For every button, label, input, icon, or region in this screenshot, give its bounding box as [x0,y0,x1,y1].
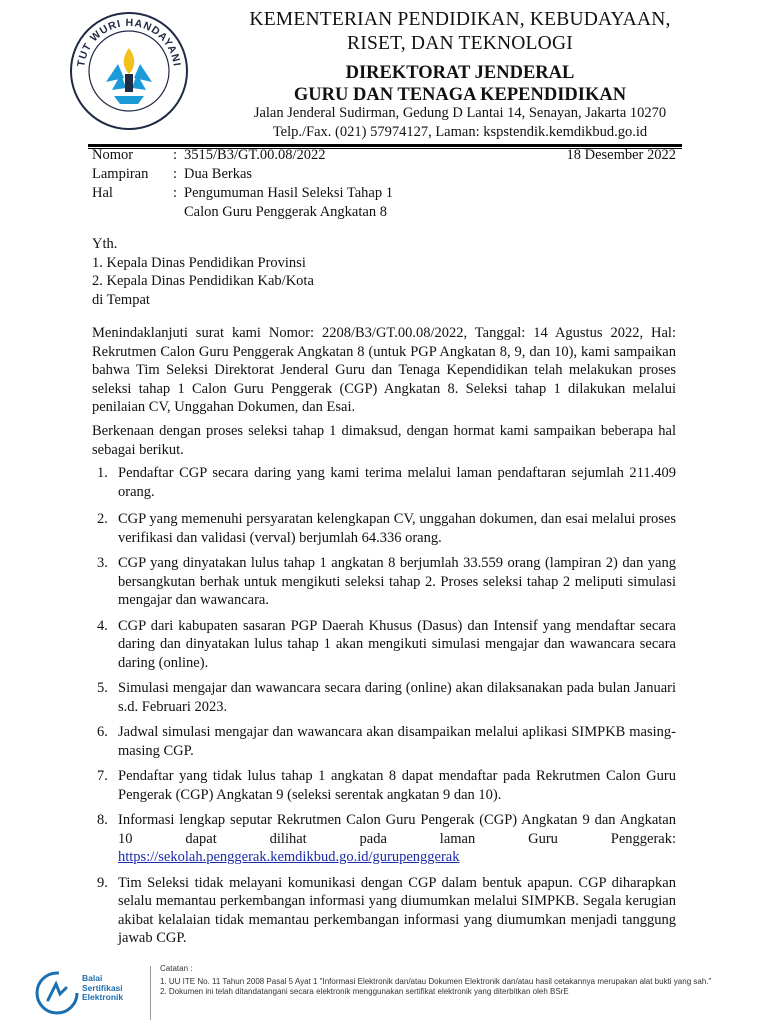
nomor-row: Nomor : 3515/B3/GT.00.08/2022 18 Desember 2022 [92,147,676,163]
list-item: 9. Tim Seleksi tidak melayani komunikasi dengan CGP dalam bentuk apapun. CGP diharapkan selalu memantau perkembangan informasi yang diumumkan melalui SIMPKB. Segala kerugian akibat kelalaian tidak memantau perkembangan informasi yang diumumkan menjadi tanggung jawab CGP. [97,874,676,946]
contact-line: Telp./Fax. (021) 57974127, Laman: kspstendik.kemdikbud.go.id [272,124,648,140]
directorate-name: DIREKTORAT JENDERAL GURU DAN TENAGA KEPENDIDIKAN [293,63,627,105]
bse-name: Balai Sertifikasi Elektronik [82,973,124,1002]
announcement-list [92,464,676,948]
hal-row: Hal : Pengumuman Hasil Seleksi Tahap 1 [92,185,393,201]
list-item: 5. Simulasi mengajar dan wawancara secara daring (online) akan dilaksanakan pada bulan Januari s.d. Februari 2023. [97,680,676,715]
recipient-2: 2. Kepala Dinas Pendidikan Kab/Kota [92,273,314,289]
notes-title: Catatan : [160,964,193,973]
note-1: 1. UU ITE No. 11 Tahun 2008 Pasal 5 Ayat 1 "Informasi Elektronik dan/atau Dokumen Elektronik dan/atau hasil cetakannya merupakan alat bukti yang sah." [160,977,712,986]
letterhead-contact [160,104,760,142]
bse-logo-icon [34,970,80,1016]
list-item: 1. Pendaftar CGP secara daring yang kami terima melalui laman pendaftaran sejumlah 211.409 orang. [97,465,676,500]
attachment-count: Dua Berkas [184,166,253,182]
list-item: 2. CGP yang memenuhi persyaratan kelengkapan CV, unggahan dokumen, dan esai melalui proses verifikasi dan validasi (verval) berjumlah 64.336 orang. [97,511,676,546]
logo-motto-text: TUT WURI HANDAYANI [75,16,183,68]
list-item: 4. CGP dari kabupaten sasaran PGP Daerah Khusus (Dasus) dan Intensif yang mendaftar secara daring dan dinyatakan lulus tahap 1 akan mengikuti simulasi mengajar dan wawancara secara daring (online). [97,617,676,671]
list-item: 3. CGP yang dinyatakan lulus tahap 1 angkatan 8 berjumlah 33.559 orang (lampiran 2) dan yang bersangkutan berhak untuk mengikuti seleksi tahap 2. Proses seleksi tahap 2 meliputi simulasi mengajar dan wawancara. [97,555,676,608]
footer [0,960,768,1024]
body-paragraph-2: Berkenaan dengan proses seleksi tahap 1 dimaksud, dengan hormat kami sampaikan beberapa hal sebagai berikut. [92,423,676,458]
letter-date: 18 Desember 2022 [566,147,676,163]
subject-line2: Calon Guru Penggerak Angkatan 8 [184,204,387,220]
guru-penggerak-link[interactable]: https://sekolah.penggerak.kemdikbud.go.id/gurupenggerak [118,849,460,865]
ministry-name: KEMENTERIAN PENDIDIKAN, KEBUDAYAAN, RISET, DAN TEKNOLOGI [249,9,671,54]
body-paragraph-1: Menindaklanjuti surat kami Nomor: 2208/B3/GT.00.08/2022, Tanggal: 14 Agustus 2022, Hal: Rekrutmen Calon Guru Penggerak Angkatan 8 (untuk PGP Angkatan 8, 9, dan 10), kami sampaikan bahwa Tim Seleksi Direktorat Jenderal Guru dan Tenaga Kependidikan telah melakukan proses seleksi tahap 1 Calon Guru Penggerak (CGP) Angkatan 8. Seleksi tahap 1 dilakukan melalui penilaian CV, Unggahan Dokumen, dan Esai. [92,325,676,415]
recipient-1: 1. Kepala Dinas Pendidikan Provinsi [92,254,306,271]
letter-number: 3515/B3/GT.00.08/2022 [184,147,326,163]
recipients: Yth. 1. Kepala Dinas Pendidikan Provinsi 2. Kepala Dinas Pendidikan Kab/Kota di Tempat [92,236,314,308]
subject-line1: Pengumuman Hasil Seleksi Tahap 1 [184,185,393,201]
lampiran-row: Lampiran : Dua Berkas [92,166,253,182]
address-line: Jalan Jenderal Sudirman, Gedung D Lantai 14, Senayan, Jakarta 10270 [253,105,667,121]
letter-metadata [92,146,676,222]
letterhead [0,0,768,146]
list-item: 7. Pendaftar yang tidak lulus tahap 1 angkatan 8 dapat mendaftar pada Rekrutmen Calon Guru Pengerak (CGP) Angkatan 9 (seleksi serentak angkatan 9 dan 10). [97,768,676,803]
hal-row-continued [92,203,676,222]
recipient-place: di Tempat [92,291,150,308]
footer-notes [160,964,760,997]
list-item: 8. Informasi lengkap seputar Rekrutmen Calon Guru Pengerak (CGP) Angkatan 9 dan Angkatan 10 dapat dilihat pada laman Guru Penggerak: https://sekolah.penggerak.kemdikbud.go.id/gurupenggerak [97,812,676,865]
footer-divider [150,966,151,1020]
list-item: 6. Jadwal simulasi mengajar dan wawancara akan disampaikan melalui aplikasi SIMPKB masing-masing CGP. [97,724,676,759]
note-2: 2. Dokumen ini telah ditandatangani secara elektronik menggunakan sertifikat elektronik yang diterbitkan oleh BSrE [160,987,569,996]
